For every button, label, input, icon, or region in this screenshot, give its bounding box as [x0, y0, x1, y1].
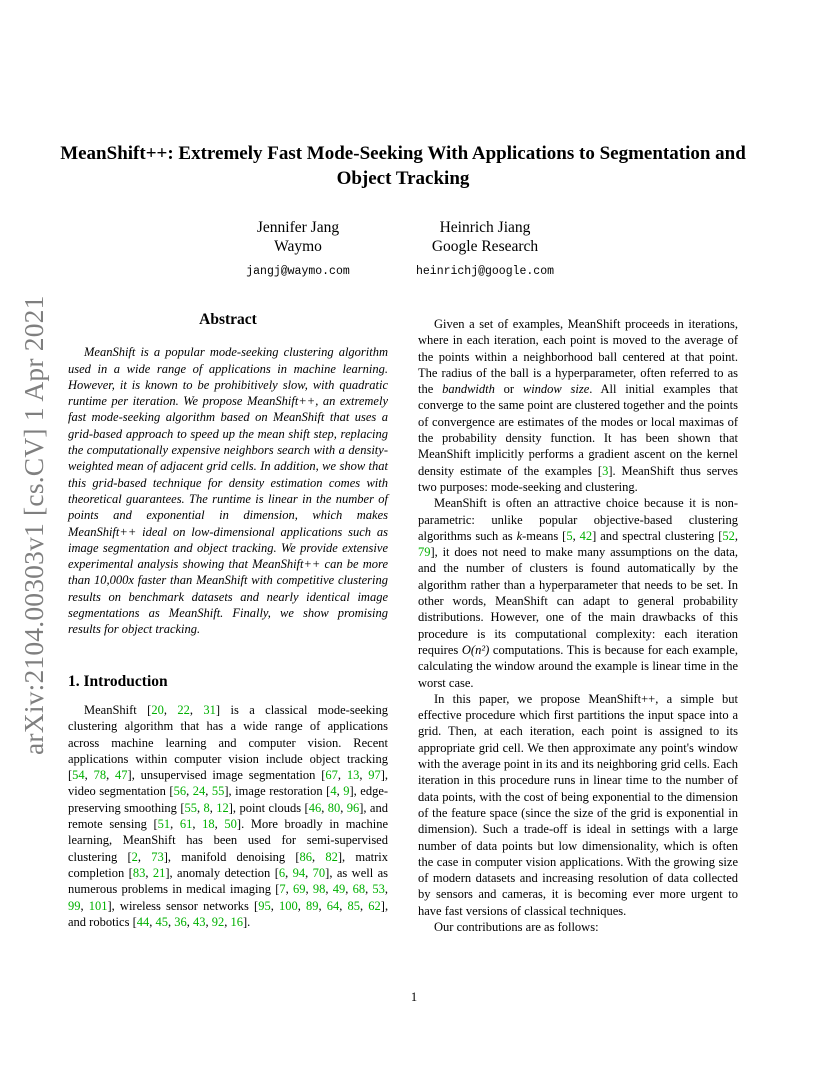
citation-link[interactable]: 13 [346, 768, 360, 783]
citation-link[interactable]: 96 [346, 800, 360, 815]
body-paragraph: MeanShift is often an attractive choice because it is non-parametric: unlike popular objective-based clustering algorithms such as k-means [5, 42] and spectral clustering [52, 79], it does not need to make many assumptions on the data, and the number of clusters is found automatically by the algorithm rather than a hyperparameter that needs to be set. In other words, MeanShift can adapt to general probability distributions. However, one of the main drawbacks of this procedure is its computational complexity: each iteration requires O(n²) computations. This is because for each example, calculating the window around the example is linear time in the worst case. [418, 496, 738, 690]
citation-link[interactable]: 18 [202, 817, 215, 832]
author-affiliation: Google Research [431, 238, 539, 255]
citation-link[interactable]: 69 [292, 882, 306, 897]
citation-link[interactable]: 16 [230, 914, 243, 929]
citation-link[interactable]: 22 [177, 702, 190, 717]
arxiv-identifier: arXiv:2104.00303v1 [cs.CV] 1 Apr 2021 [18, 295, 49, 755]
citation-link[interactable]: 99 [68, 898, 81, 913]
citation-link[interactable]: 68 [352, 882, 366, 897]
citation-link[interactable]: 86 [299, 849, 313, 864]
citation-link[interactable]: 44 [136, 914, 150, 929]
citation-link[interactable]: 73 [151, 849, 164, 864]
author-name: Jennifer Jang [256, 219, 340, 236]
citation-link[interactable]: 24 [192, 784, 206, 799]
citation-link[interactable]: 97 [368, 768, 381, 783]
citation-link[interactable]: 85 [347, 898, 361, 913]
citation-link[interactable]: 79 [418, 545, 431, 560]
citation-link[interactable]: 6 [278, 865, 286, 880]
citation-link[interactable]: 98 [312, 882, 326, 897]
citation-link[interactable]: 31 [203, 702, 216, 717]
citation-link[interactable]: 7 [279, 882, 286, 897]
citation-link[interactable]: 100 [278, 898, 298, 913]
citation-link[interactable]: 49 [332, 882, 346, 897]
citation-link[interactable]: 3 [602, 463, 609, 478]
citation-link[interactable]: 42 [579, 528, 593, 543]
citation-link[interactable]: 2 [131, 849, 138, 864]
section-heading-introduction: 1. Introduction [68, 672, 168, 690]
citation-link[interactable]: 61 [179, 817, 193, 832]
citation-link[interactable]: 50 [224, 817, 237, 832]
citation-link[interactable]: 55 [211, 784, 225, 799]
body-paragraph: Our contributions are as follows: [434, 919, 599, 934]
citation-link[interactable]: 94 [292, 865, 306, 880]
citation-link[interactable]: 8 [203, 800, 210, 815]
citation-link[interactable]: 9 [343, 784, 350, 799]
citation-link[interactable]: 46 [308, 800, 322, 815]
author-block [400, 218, 570, 281]
author-email[interactable]: heinrichj@google.com [415, 265, 555, 278]
citation-link[interactable]: 64 [326, 898, 340, 913]
citation-link[interactable]: 54 [72, 768, 85, 783]
emphasized-term: window size [522, 382, 590, 397]
citation-link[interactable]: 92 [211, 914, 225, 929]
intro-paragraph: MeanShift [20, 22, 31] is a classical mode-seeking clustering algorithm that has a wide range of applications across machine learning and computer vision. Recent applications within computer vision include object tracking [54, 78, 47], unsupervised image segmentation [67, 13, 97], video segmentation [56, 24, 55], image restoration [4, 9], edge-preserving smoothing [55, 8, 12], point clouds [46, 80, 96], and remote sensing [51, 61, 18, 50]. More broadly in machine learning, MeanShift has been used for semi-supervised clustering [2, 73], manifold denoising [86, 82], matrix completion [83, 21], anomaly detection [6, 94, 70], as well as numerous problems in medical imaging [7, 69, 98, 49, 68, 53, 99, 101], wireless sensor networks [95, 100, 89, 64, 85, 62], and robotics [44, 45, 36, 43, 92, 16]. [68, 702, 389, 929]
citation-link[interactable]: 80 [327, 800, 341, 815]
citation-link[interactable]: 95 [258, 898, 271, 913]
citation-link[interactable]: 51 [157, 817, 171, 832]
citation-link[interactable]: 20 [151, 702, 164, 717]
citation-link[interactable]: 56 [173, 784, 187, 799]
page-number: 1 [410, 990, 418, 1004]
emphasized-term: bandwidth [442, 382, 495, 397]
author-email[interactable]: jangj@waymo.com [246, 265, 350, 278]
math-expression: O(n²) [461, 642, 490, 657]
citation-link[interactable]: 82 [325, 849, 338, 864]
citation-link[interactable]: 45 [155, 914, 168, 929]
citation-link[interactable]: 70 [312, 865, 326, 880]
citation-link[interactable]: 62 [368, 898, 381, 913]
right-column [418, 316, 738, 935]
math-expression: k [516, 528, 523, 543]
citation-link[interactable]: 4 [330, 784, 337, 799]
citation-link[interactable]: 89 [305, 898, 319, 913]
citation-link[interactable]: 83 [132, 865, 146, 880]
author-name: Heinrich Jiang [439, 219, 531, 236]
paper-title: MeanShift++: Extremely Fast Mode-Seeking With Applications to Segmentation and Object Tracking [60, 143, 746, 189]
citation-link[interactable]: 43 [192, 914, 206, 929]
body-paragraph: Given a set of examples, MeanShift proceeds in iterations, where in each iteration, each point is moved to the average of the points within a neighborhood ball centered at that point. The radius of the ball is a hyperparameter, often referred to as the bandwidth or window size. All initial examples that converge to the same point are clustered together and the points of convergence are estimates of the modes or local maximas of the probability density function. It has been shown that MeanShift implicitly performs a gradient ascent on the kernel density estimate of the examples [3]. MeanShift thus serves two purposes: mode-seeking and clustering. [418, 317, 738, 494]
citation-link[interactable]: 53 [372, 882, 385, 897]
citation-link[interactable]: 5 [566, 528, 573, 543]
left-column [68, 312, 388, 930]
citation-link[interactable]: 12 [216, 800, 229, 815]
citation-link[interactable]: 47 [115, 768, 128, 783]
citation-link[interactable]: 36 [174, 914, 187, 929]
author-block [218, 218, 378, 281]
citation-link[interactable]: 21 [152, 865, 166, 880]
citation-link[interactable]: 78 [93, 768, 107, 783]
abstract-heading: Abstract [199, 311, 257, 328]
abstract-text: MeanShift is a popular mode-seeking clustering algorithm used in a wide range of applications in machine learning. However, it is known to be prohibitively slow, with quadratic runtime per iteration. We propose MeanShift++, an extremely fast mode-seeking algorithm based on MeanShift that uses a grid-based approach to speed up the mean shift step, replacing the computationally expensive neighbors search with a density-weighted mean of adjacent grid cells. In addition, we show that this grid-based technique for density estimation comes with theoretical guarantees. The runtime is linear in the number of points and exponential in dimension, which makes MeanShift++ ideal on low-dimensional applications such as image segmentation and object tracking. We provide extensive experimental analysis showing that MeanShift++ can be more than 10,000x faster than MeanShift with competitive clustering results on benchmark datasets and nearly identical image segmentations as MeanShift. Finally, we show promising results for object tracking. [68, 345, 388, 637]
citation-link[interactable]: 101 [88, 898, 108, 913]
citation-link[interactable]: 52 [722, 528, 735, 543]
author-affiliation: Waymo [274, 238, 322, 255]
citation-link[interactable]: 55 [184, 800, 197, 815]
citation-link[interactable]: 67 [325, 768, 338, 783]
body-paragraph: In this paper, we propose MeanShift++, a simple but effective procedure which first partitions the input space into a grid. Then, at each iteration, each point is assigned to its appropriate grid cell. We then approximate any point's window with the average point in its and its neighboring grid cells. Each iteration in this procedure runs in linear time to the number of data points, with the cost of being exponential to the dimension of the feature space (since the size of the grid is exponential in dimension). Such a trade-off is ideal in settings with a large number of data points but low dimensionality, which is often the case in computer vision applications. With the growing size of modern datasets and increasing resolution of data collected by sensors and cameras, it is becoming ever more urgent to have fast versions of classical techniques. [418, 691, 738, 918]
